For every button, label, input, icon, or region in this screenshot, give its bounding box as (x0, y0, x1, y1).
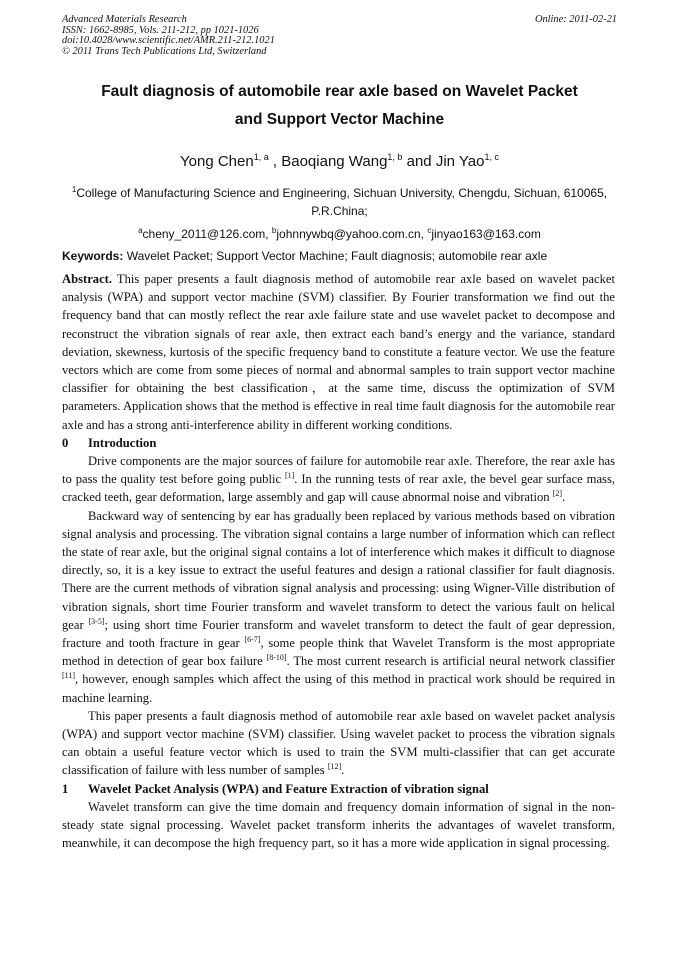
paragraph-text: Drive components are the major sources of failure for automobile rear axle. Therefore, the rear axle has to pass the quality test before going public (62, 454, 615, 487)
paper-body (62, 270, 615, 853)
author-superscript: 1, b (387, 152, 403, 162)
email-link[interactable]: jinyao163@163.com (431, 227, 541, 241)
abstract-label: Abstract. (62, 272, 113, 286)
paragraph-text: This paper presents a fault diagnosis method of automobile rear axle based on wavelet packet analysis (WPA) and support vector machine (SVM) classifier. Using wavelet packet to process the vibration signals can obtain a useful feature vector which is used to train the SVM multi-classifier that can get accurate classification of failure with less number of samples (62, 708, 615, 778)
section-number: 0 (62, 435, 69, 450)
paragraph-text: , some people think that Wavelet Transform is the most appropriate method in detection of gear box failure (62, 636, 615, 669)
keywords-text: Wavelet Packet; Support Vector Machine; Fault diagnosis; automobile rear axle (126, 249, 548, 263)
section-title: Introduction (88, 435, 157, 450)
author-name: Yong Chen (180, 153, 254, 170)
author-separator: and (402, 153, 436, 170)
author-name: Jin Yao (435, 153, 485, 170)
keywords-label: Keywords: (62, 249, 124, 263)
email-link[interactable]: cheny_2011@126.com, (142, 227, 269, 241)
citation: [2] (552, 489, 563, 499)
paragraph-text: . The most current research is artificial neural network classifier (286, 654, 615, 669)
keywords (62, 248, 617, 264)
abstract-text: This paper presents a fault diagnosis method of automobile rear axle based on wavelet packet analysis (WPA) and support vector machine (SVM) classifier. By Fourier transformation we find out the frequency band that can mostly reflect the rear axle failure state and use wavelet packet to decompose and reconstruct the vibration signals of rear axle, then extract each band’s energy and the variance, standard deviation, skewness, kurtosis of the specific frequency band to constitute a feature vector. We use the feature vectors which are come from some pieces of normal and abnormal samples to train support vector machine classifier for obtaining the best classification，at the same time, discuss the optimization of SVM parameters. Application shows that the method is effective in real time fault diagnosis for the automobile rear axle and has a strong anti-interference ability in different working conditions. (62, 272, 615, 432)
affiliation (62, 181, 617, 220)
email-superscript: a (138, 226, 143, 235)
paragraph-text: . (562, 490, 566, 505)
journal-name: Advanced Materials Research (62, 14, 187, 25)
section-heading-introduction (62, 434, 615, 452)
section-number: 1 (62, 781, 69, 796)
section-title: Wavelet Packet Analysis (WPA) and Feature Extraction of vibration signal (88, 781, 489, 796)
paper-title (62, 78, 617, 134)
copyright-line: © 2011 Trans Tech Publications Ltd, Switzerland (62, 45, 267, 57)
author-emails (62, 223, 617, 242)
author-superscript: 1, c (484, 152, 499, 162)
paragraph (62, 507, 615, 707)
affiliation-superscript: 1 (71, 185, 77, 194)
email-superscript: b (271, 226, 277, 235)
citation: [3-5] (88, 616, 105, 626)
paragraph: Wavelet transform can give the time domain and frequency domain information of signal in the non-steady state signal processing. Wavelet packet transform inherits the advantages of wavelet transform, meanwhile, it can decompose the high frequency part, so it has a more wide application in signal processing. (62, 799, 615, 851)
paragraph-text: , however, enough samples which affect the using of this method in practical work should be required in machine learning. (62, 672, 615, 705)
journal-header (62, 15, 617, 57)
email-superscript: c (427, 226, 432, 235)
paragraph-text: Backward way of sentencing by ear has gradually been replaced by various methods based on vibration signal analysis and processing. The vibration signal contains a large number of information which can reflect the state of rear axle, but the original signal contains a lot of interference which makes it difficult to diagnose directly, so, it is a key issue to extract the useful features and design a rational classifier for fault diagnosis. There are the current methods of vibration signal analysis and processing: using Wigner-Ville distribution of vibration signals, short time Fourier transform and wavelet transform to detect the various fault on helical gear (62, 508, 615, 632)
citation: [11] (62, 671, 76, 681)
paragraph-text: . In the running tests of rear axle, the bevel gear surface mass, cracked teeth, gear deformation, large assembly and gap will cause abnormal noise and vibration (62, 472, 615, 505)
section-heading-wavelet-packet (62, 780, 615, 798)
paragraph-text: ; using short time Fourier transform and wavelet transform to detect the fault of gear depression, fracture and tooth fracture in gear (62, 617, 615, 651)
author-superscript: 1, a (253, 152, 269, 162)
author-name: Baoqiang Wang (281, 153, 388, 170)
citation: [1] (284, 471, 295, 481)
citation: [12] (327, 762, 342, 772)
affiliation-text: College of Manufacturing Science and Engineering, Sichuan University, Chengdu, Sichuan, 610065, P.R.China; (76, 186, 608, 218)
title-line-2: and Support Vector Machine (234, 111, 445, 128)
doi-line: doi:10.4028/www.scientific.net/AMR.211-212.1021 (62, 35, 275, 47)
email-link[interactable]: johnnywbq@yahoo.com.cn, (276, 227, 424, 241)
author-separator: , (268, 153, 282, 170)
online-date: Online: 2011-02-21 (534, 14, 617, 25)
citation: [8-10] (266, 653, 287, 663)
paragraph (62, 452, 615, 507)
citation: [6-7] (244, 635, 261, 645)
title-line-1: Fault diagnosis of automobile rear axle based on Wavelet Packet (101, 83, 578, 100)
issn-line: ISSN: 1662-8985, Vols. 211-212, pp 1021-1026 (62, 24, 259, 36)
paragraph (62, 707, 615, 780)
author-list (62, 147, 617, 172)
abstract (62, 270, 615, 434)
paragraph-text: . (341, 763, 345, 778)
